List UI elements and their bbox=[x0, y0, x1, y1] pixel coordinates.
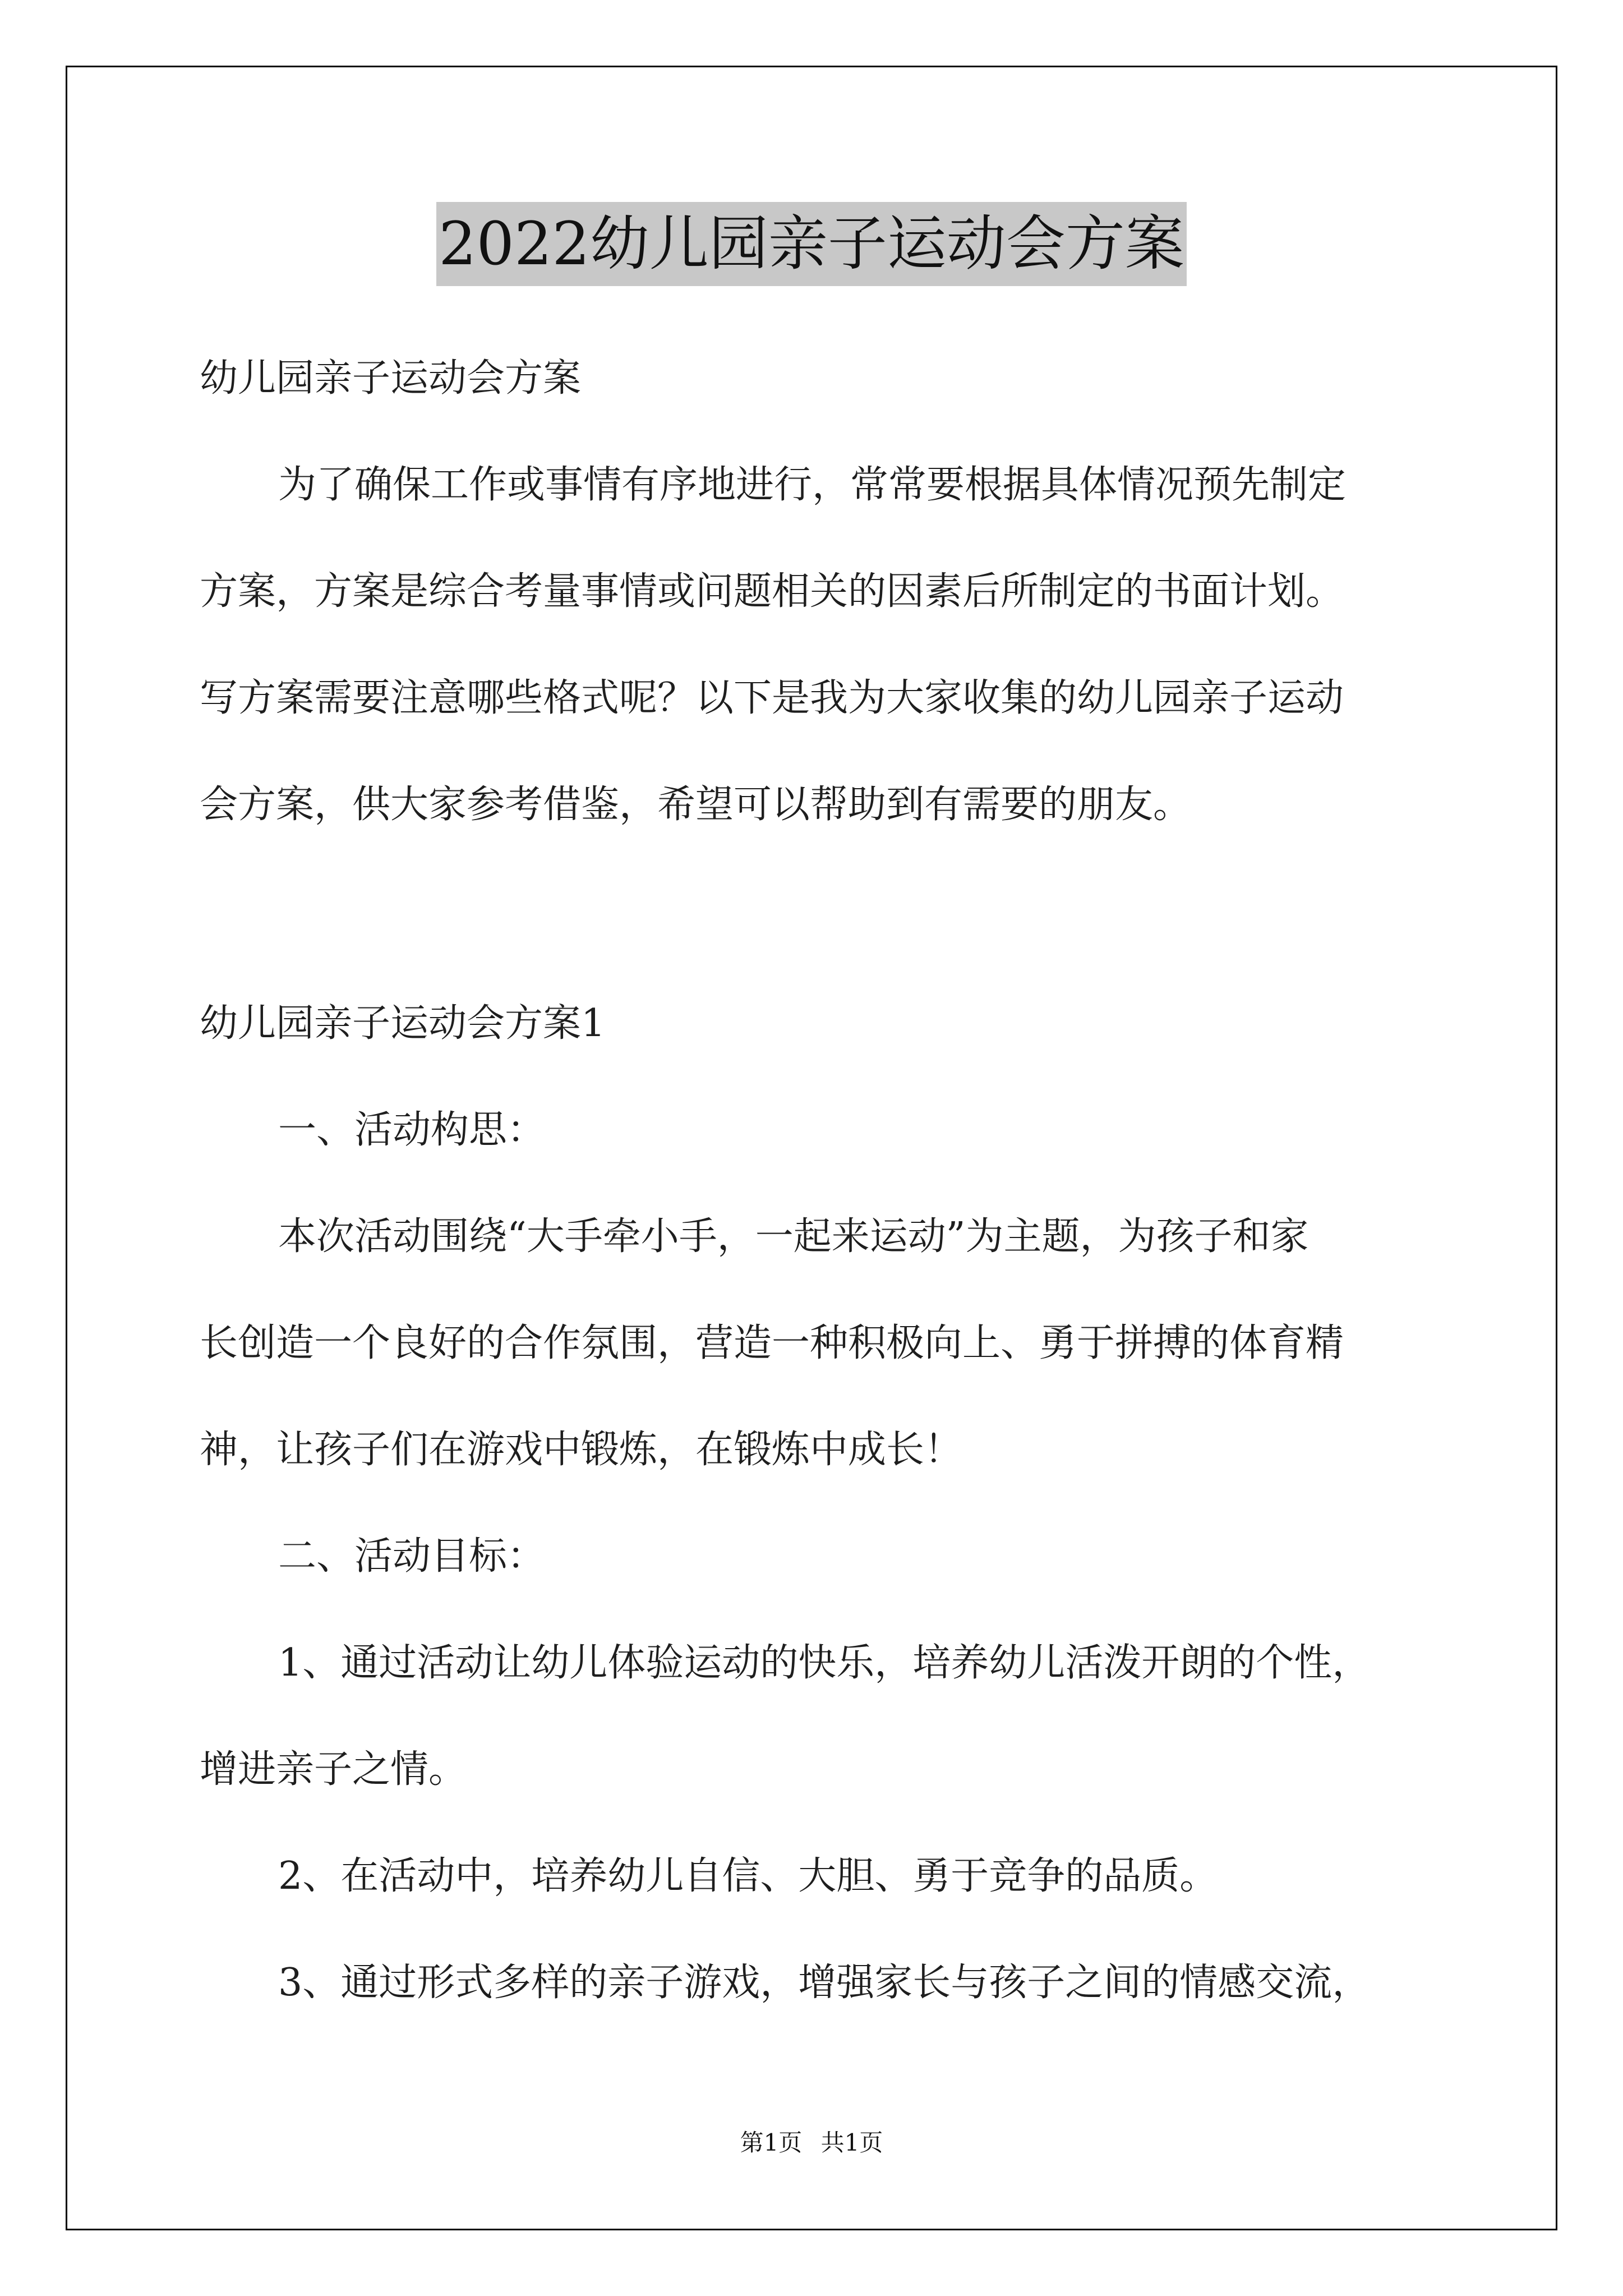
paragraph-line: 本次活动围绕“大手牵小手，一起来运动”为主题，为孩子和家 bbox=[278, 1214, 1309, 1259]
page-footer bbox=[0, 2126, 1623, 2160]
paragraph-line: 长创造一个良好的合作氛围，营造一种积极向上、勇于拼搏的体育精 bbox=[200, 1321, 1344, 1365]
paragraph-line: 写方案需要注意哪些格式呢？以下是我为大家收集的幼儿园亲子运动 bbox=[200, 676, 1344, 720]
section-heading: 幼儿园亲子运动会方案1 bbox=[200, 1001, 606, 1046]
list-item: 1、通过活动让幼儿体验运动的快乐，培养幼儿活泼开朗的个性， bbox=[278, 1641, 1371, 1685]
section-subheading: 二、活动目标： bbox=[278, 1534, 546, 1579]
list-item: 2、在活动中，培养幼儿自信、大胆、勇于竞争的品质。 bbox=[278, 1854, 1218, 1898]
title-container bbox=[0, 202, 1623, 286]
paragraph-line: 方案，方案是综合考量事情或问题相关的因素后所制定的书面计划。 bbox=[200, 569, 1344, 614]
section-subheading: 一、活动构思： bbox=[278, 1108, 546, 1152]
page-number-total: 共1页 bbox=[820, 2129, 883, 2156]
document-title: 2022幼儿园亲子运动会方案 bbox=[436, 202, 1187, 286]
paragraph-line: 会方案，供大家参考借鉴，希望可以帮助到有需要的朋友。 bbox=[200, 783, 1192, 827]
list-item: 3、通过形式多样的亲子游戏，增强家长与孩子之间的情感交流， bbox=[278, 1961, 1371, 2005]
page-number-current: 第1页 bbox=[740, 2129, 803, 2156]
list-item-continuation: 增进亲子之情。 bbox=[200, 1747, 467, 1792]
paragraph-line: 为了确保工作或事情有序地进行，常常要根据具体情况预先制定 bbox=[278, 463, 1347, 507]
paragraph-line: 神，让孩子们在游戏中锻炼，在锻炼中成长！ bbox=[200, 1428, 963, 1472]
subtitle: 幼儿园亲子运动会方案 bbox=[200, 356, 582, 401]
